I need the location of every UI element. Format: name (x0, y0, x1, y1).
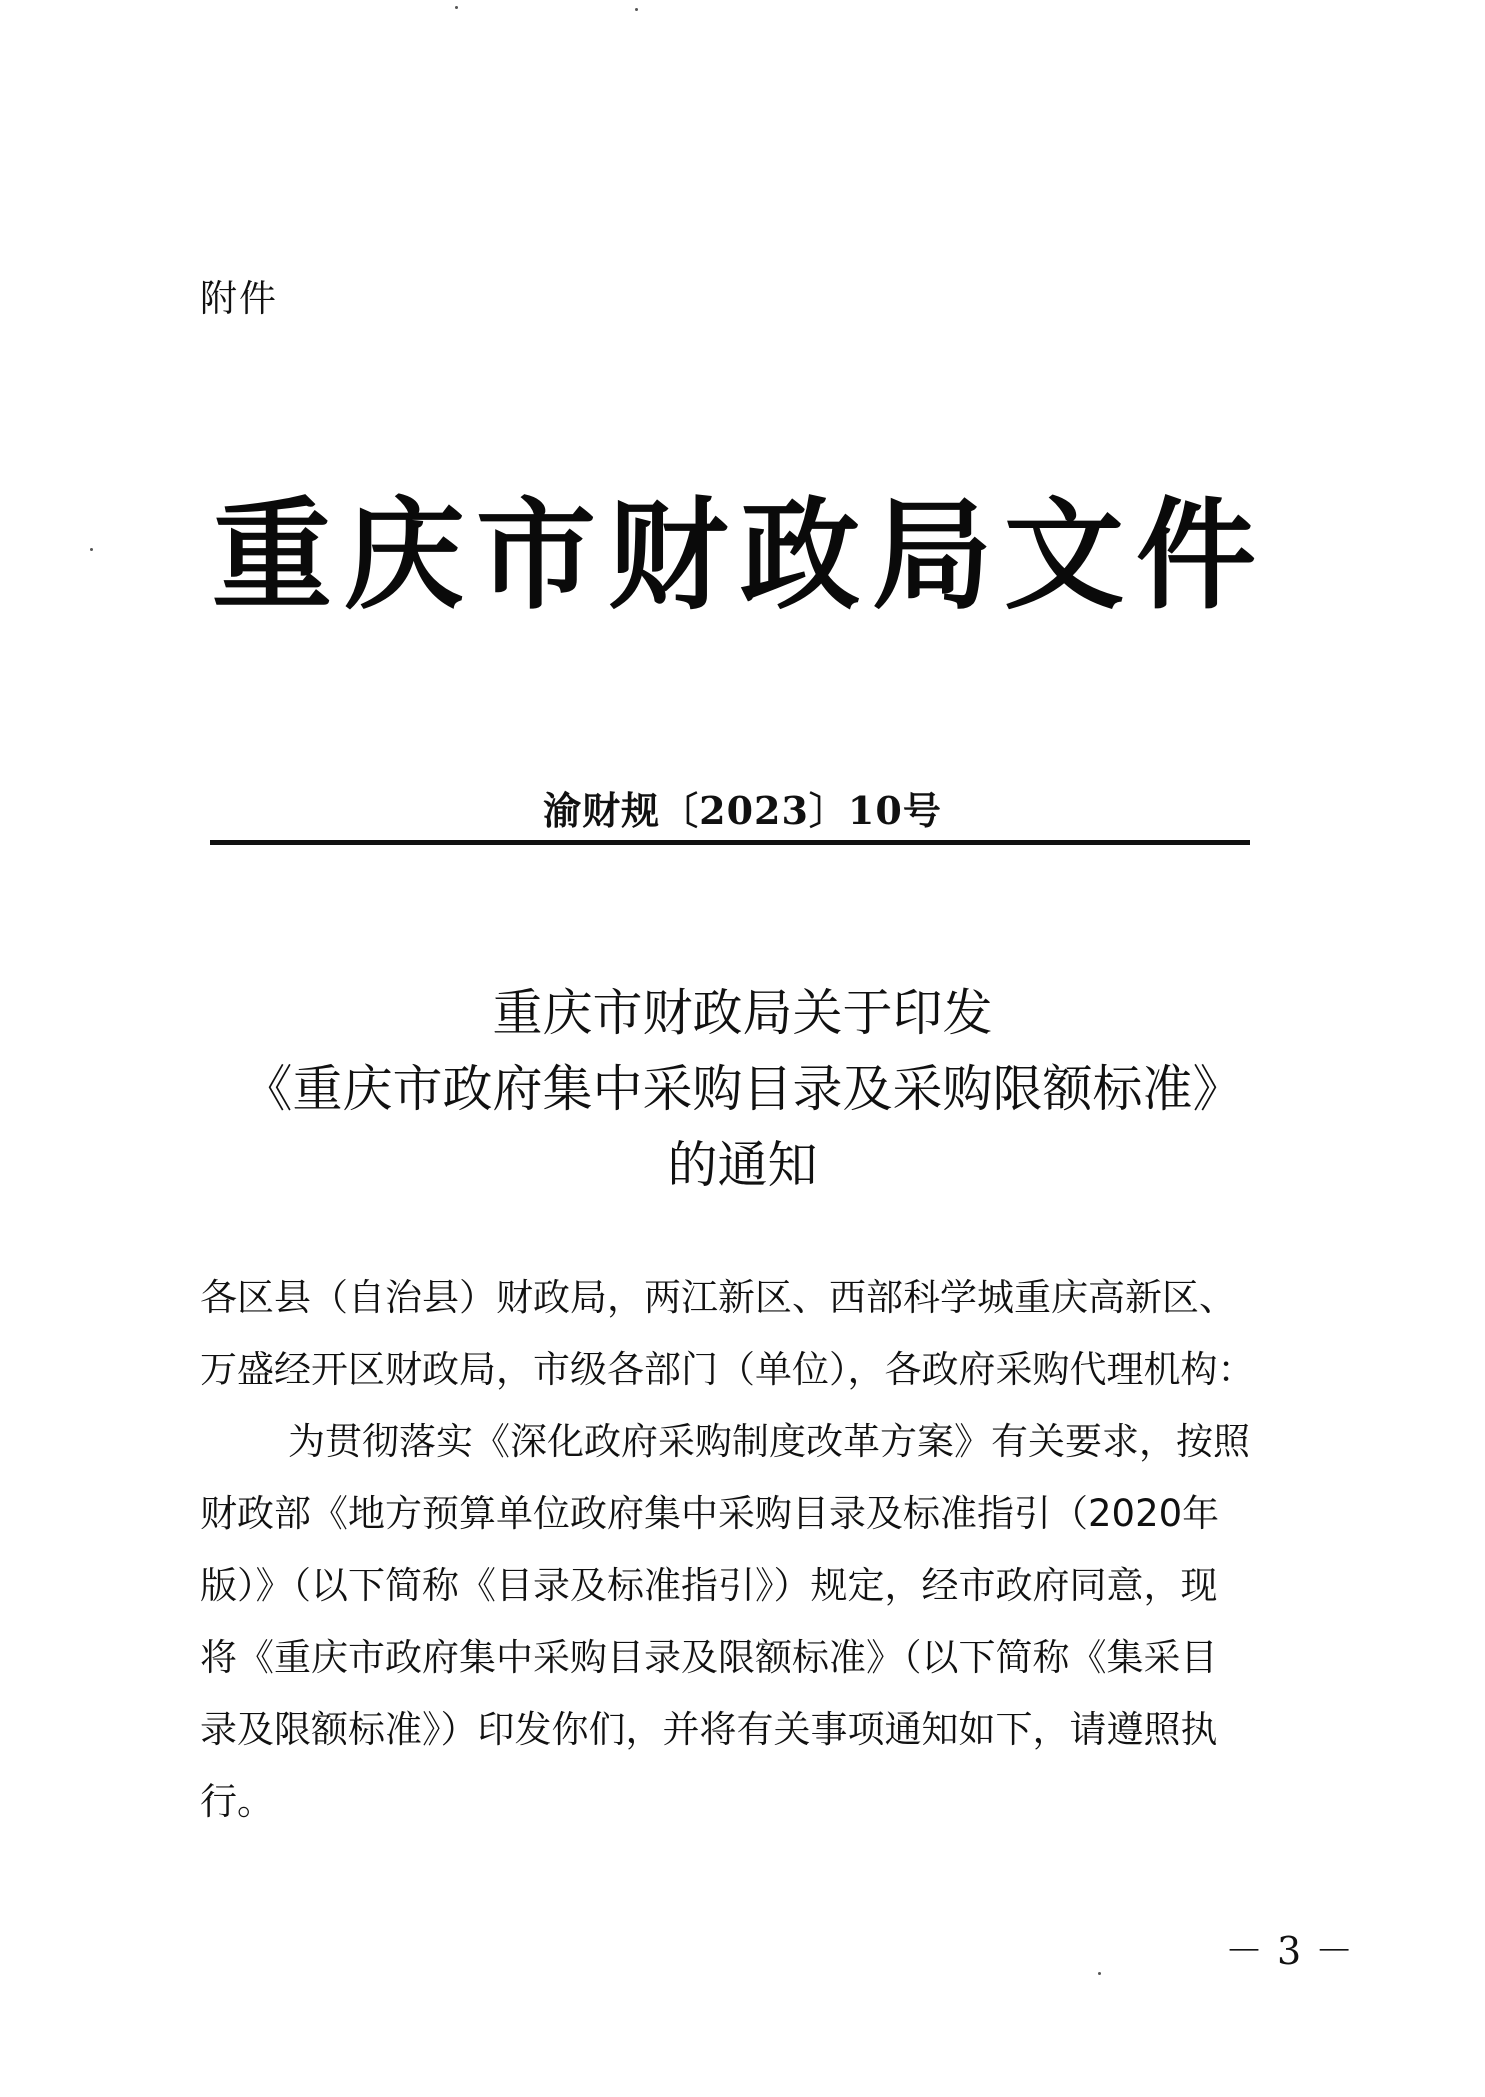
header-divider (210, 840, 1250, 845)
paragraph-line: 将《重庆市政府集中采购目录及限额标准》（以下简称《集采目 (200, 1636, 1218, 1679)
notice-title-line: 的通知 (667, 1136, 818, 1194)
scan-speck (455, 6, 458, 9)
paragraph-line: 版）》（以下简称《目录及标准指引》）规定，经市政府同意，现 (200, 1564, 1218, 1607)
scan-speck (635, 8, 638, 11)
issuer-title: 重庆市财政局文件 (212, 485, 1268, 626)
document-number: 渝财规〔2023〕10号 (543, 788, 942, 833)
notice-body (200, 1262, 1260, 1838)
paragraph-line: 录及限额标准》）印发你们，并将有关事项通知如下，请遵照执 (200, 1708, 1218, 1751)
scan-speck (1098, 1972, 1101, 1975)
page-number: －3－ (1225, 1929, 1368, 1973)
notice-title-line: 《重庆市政府集中采购目录及采购限额标准》 (242, 1060, 1243, 1118)
paragraph-line: 为贯彻落实《深化政府采购制度改革方案》有关要求，按照 (288, 1420, 1250, 1463)
notice-title-line: 重庆市财政局关于印发 (492, 984, 993, 1042)
paragraph-line: 财政部《地方预算单位政府集中采购目录及标准指引（2020年 (200, 1492, 1220, 1535)
addressee-line: 各区县（自治县）财政局，两江新区、西部科学城重庆高新区、 (200, 1276, 1236, 1319)
notice-title (0, 975, 1485, 1203)
paragraph-line: 行。 (200, 1780, 274, 1823)
attachment-label: 附件 (200, 277, 278, 320)
addressee-line: 万盛经开区财政局，市级各部门（单位），各政府采购代理机构： (200, 1348, 1255, 1391)
scan-speck (90, 548, 93, 551)
